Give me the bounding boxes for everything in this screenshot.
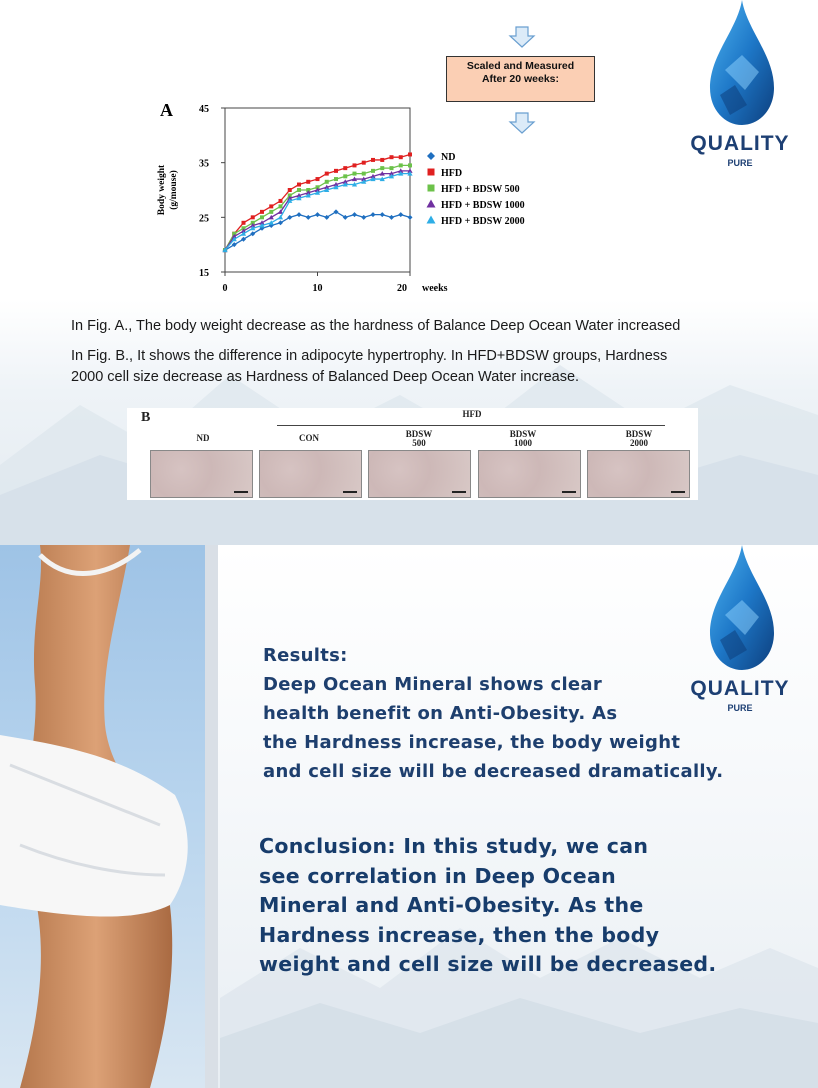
data-point <box>408 163 412 167</box>
data-point <box>297 188 301 192</box>
col-label-line: BDSW <box>405 429 433 439</box>
scaled-measured-box <box>446 56 595 102</box>
data-point <box>306 215 311 220</box>
conclusion-line: weight and cell size will be decreased. <box>259 952 717 976</box>
hfd-divider <box>277 425 665 426</box>
conclusion-line: Conclusion: In this study, we can <box>259 834 649 858</box>
series-line-3 <box>225 171 410 250</box>
results-line: and cell size will be decreased dramatically. <box>263 761 724 782</box>
down-arrow-icon <box>508 26 536 48</box>
legend-marker <box>427 152 435 160</box>
micrograph-con <box>259 450 362 498</box>
data-point <box>315 212 320 217</box>
col-label-line: BDSW <box>625 429 653 439</box>
caption-fig-b <box>71 346 667 388</box>
data-point <box>352 212 357 217</box>
results-line: Results: <box>263 645 348 666</box>
results-line: the Hardness increase, the body weight <box>263 732 681 753</box>
slide-conclusion <box>0 545 818 1088</box>
data-point <box>334 169 338 173</box>
col-label-line: 2000 <box>630 438 648 448</box>
col-label-line: BDSW <box>509 429 537 439</box>
adipocyte-panel <box>127 408 698 500</box>
micrograph-bdsw-1000 <box>478 450 581 498</box>
data-point <box>399 155 403 159</box>
data-point <box>408 152 412 156</box>
y-tick-label: 25 <box>199 213 209 225</box>
legend-label: ND <box>441 152 456 163</box>
results-line: health benefit on Anti-Obesity. As <box>263 703 618 724</box>
col-label-line: 1000 <box>514 438 532 448</box>
woman-body-photo <box>0 545 218 1088</box>
data-point <box>380 158 384 162</box>
y-tick-label: 35 <box>199 158 209 170</box>
data-point <box>371 169 375 173</box>
micrograph-nd <box>150 450 253 498</box>
micrograph-bdsw-2000 <box>587 450 690 498</box>
panel-a-label: A <box>160 100 173 120</box>
caption-fig-b-line-2: 2000 cell size decrease as Hardness of Balanced Deep Ocean Water increase. <box>71 369 580 385</box>
data-point <box>343 174 347 178</box>
results-text <box>263 641 723 786</box>
col-label-bdsw-2000 <box>589 430 689 448</box>
legend-marker <box>428 185 435 192</box>
data-point <box>269 215 274 220</box>
data-point <box>390 155 394 159</box>
data-point <box>325 172 329 176</box>
water-drop-icon <box>675 0 805 130</box>
data-point <box>390 166 394 170</box>
box-line-1: Scaled and Measured <box>466 60 575 72</box>
data-point <box>408 215 413 220</box>
conclusion-text <box>259 832 716 980</box>
conclusion-line: Mineral and Anti-Obesity. As the <box>259 893 644 917</box>
col-label-line: ND <box>196 433 210 443</box>
conclusion-line: Hardness increase, then the body <box>259 922 660 947</box>
y-tick-label: 45 <box>199 104 209 115</box>
micrograph-bdsw-500 <box>368 450 471 498</box>
results-line: Deep Ocean Mineral shows clear <box>263 674 603 695</box>
legend-label: HFD + BDSW 1000 <box>441 200 525 211</box>
data-point <box>325 180 329 184</box>
brand-subtitle: PURE <box>727 703 753 713</box>
data-point <box>251 215 255 219</box>
y-axis-label: Body weight (g/mouse) <box>157 164 179 216</box>
brand-name: QUALITY <box>690 677 790 700</box>
data-point <box>316 177 320 181</box>
data-point <box>242 221 246 225</box>
col-label-con <box>259 434 359 443</box>
data-point <box>279 199 283 203</box>
legend-label: HFD <box>441 168 463 179</box>
data-point <box>297 183 301 187</box>
data-point <box>260 215 264 219</box>
data-point <box>269 204 273 208</box>
series-line-4 <box>225 174 410 251</box>
data-point <box>306 180 310 184</box>
box-line-2: After 20 weeks: <box>481 73 560 85</box>
col-label-line: CON <box>299 433 319 443</box>
data-point <box>398 212 403 217</box>
data-point <box>362 172 366 176</box>
col-label-bdsw-1000 <box>473 430 573 448</box>
conclusion-line: see correlation in Deep Ocean <box>259 863 617 888</box>
data-point <box>362 161 366 165</box>
data-point <box>269 210 273 214</box>
data-point <box>353 163 357 167</box>
legend-marker <box>427 200 436 208</box>
x-axis-label: weeks <box>422 283 448 294</box>
body-weight-chart <box>150 100 570 300</box>
data-point <box>361 215 366 220</box>
data-point <box>371 158 375 162</box>
data-point <box>380 166 384 170</box>
brand-subtitle: PURE <box>727 158 753 168</box>
legend-label: HFD + BDSW 2000 <box>441 216 525 227</box>
caption-fig-b-line-1: In Fig. B., It shows the difference in adipocyte hypertrophy. In HFD+BDSW groups, Hardness <box>71 348 668 364</box>
data-point <box>297 212 302 217</box>
data-point <box>288 188 292 192</box>
legend-marker <box>427 216 436 224</box>
data-point <box>334 177 338 181</box>
brand-name: QUALITY <box>690 132 790 155</box>
x-tick-label: 20 <box>397 283 407 294</box>
y-tick-label: 15 <box>199 268 209 279</box>
data-point <box>353 172 357 176</box>
x-tick-label: 0 <box>222 283 228 294</box>
data-point <box>389 215 394 220</box>
data-point <box>371 212 376 217</box>
col-label-bdsw-500 <box>369 430 469 448</box>
col-label-line: 500 <box>412 438 426 448</box>
col-label-nd <box>153 434 253 443</box>
data-point <box>399 163 403 167</box>
data-point <box>343 166 347 170</box>
legend-marker <box>428 169 435 176</box>
data-point <box>380 212 385 217</box>
data-point <box>279 204 283 208</box>
quality-pure-logo <box>675 0 805 180</box>
hfd-group-label: HFD <box>462 409 482 419</box>
x-tick-label: 10 <box>312 283 323 294</box>
data-point <box>260 210 264 214</box>
caption-fig-a: In Fig. A., The body weight decrease as the hardness of Balance Deep Ocean Water increased <box>71 318 681 334</box>
legend-label: HFD + BDSW 500 <box>441 184 520 195</box>
data-point <box>269 220 274 225</box>
panel-b-label: B <box>141 410 151 425</box>
